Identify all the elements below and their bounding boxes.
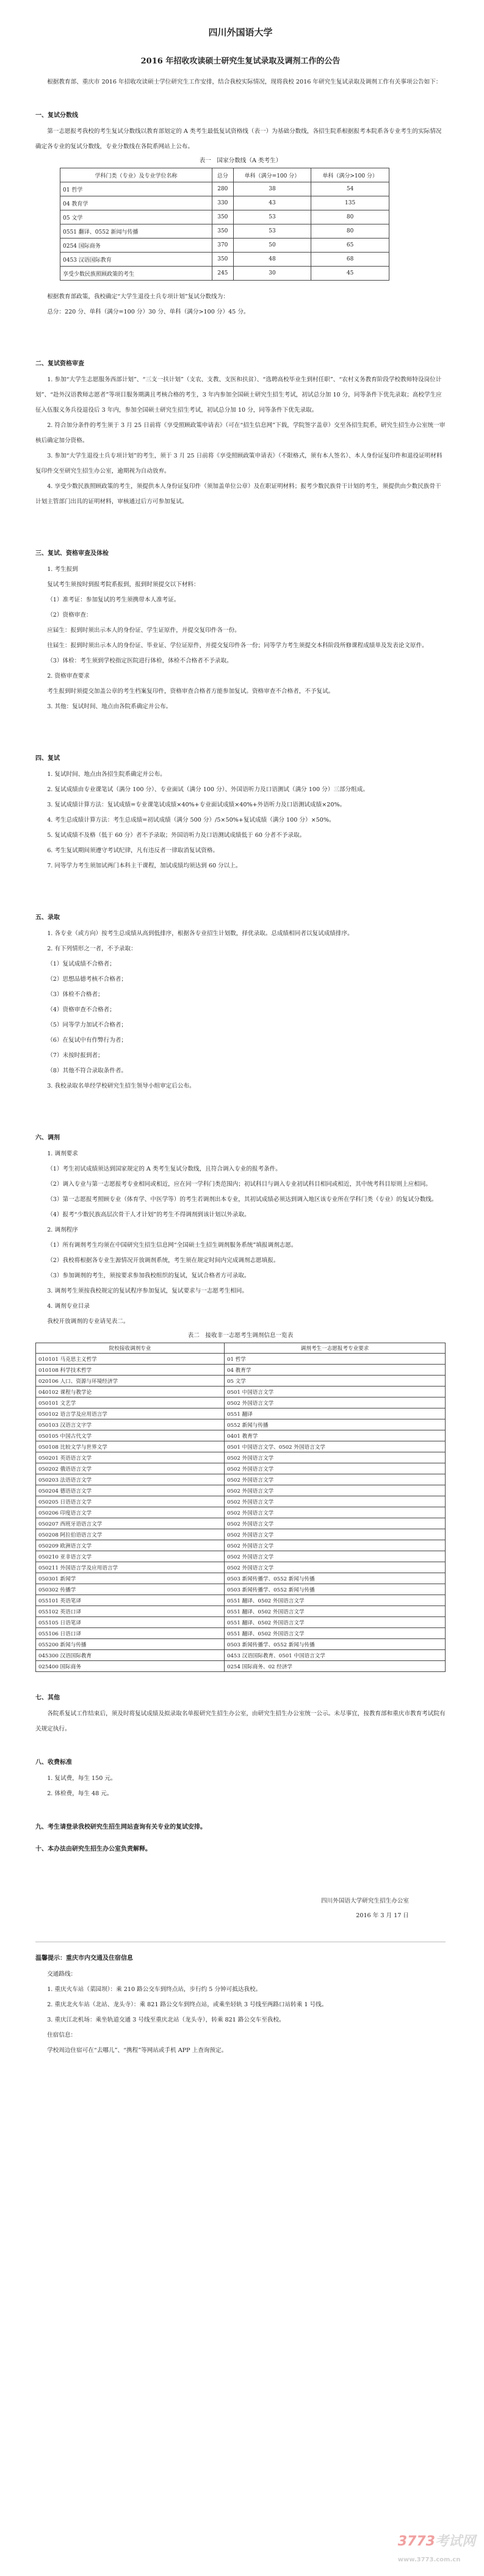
table-cell: 0254 国际商务 [60, 239, 212, 253]
table-row [36, 1397, 446, 1408]
table-row [36, 1452, 446, 1463]
section-5-item: 2. 有下列情形之一者，不予录取： [47, 945, 137, 952]
watermark-brand: 3773 [397, 2534, 435, 2549]
watermark-domain: 考试网 [435, 2534, 475, 2549]
table-cell: 0502 外国语言文学 [225, 1562, 446, 1573]
section-2-paragraph: 4. 享受少数民族照顾政策的考生，须提供本人身份证复印件（须加盖单位公章）及在职证明材料；报考少数民族骨干计划的考生，须提供由少数民族骨干计划主管部门出具的证明材料，审核通过后方可参加复试。 [35, 483, 441, 505]
table-row [60, 224, 389, 239]
table-cell: 80 [311, 224, 389, 239]
table-cell: 04 教育学 [60, 196, 212, 210]
table-cell: 0501 中国语言文学、0502 外国语言文学 [225, 1441, 446, 1452]
section-3-item: （2）资格审查： [47, 612, 92, 619]
table-row [36, 1365, 446, 1376]
table-cell: 010101 马克思主义哲学 [36, 1354, 225, 1365]
score-table [60, 168, 389, 281]
section-3-item: 往届生：报到时须出示本人的身份证、毕业证、学位证原件，并提交复印件各一份；同等学力考生须提交本科阶段所修课程成绩单及发表论文原件。 [47, 642, 428, 649]
table-cell: 050203 法语语言文学 [36, 1474, 225, 1485]
section-6-item: 我校开放调剂的专业请见表二。 [47, 1318, 129, 1325]
table-row [36, 1661, 446, 1672]
section-6-item: （2）我校将根据各专业生源情况开放调剂系统，考生须在规定时间内完成调剂志愿填报。 [47, 1257, 280, 1264]
section-1-paragraph: 第一志愿报考我校的考生复试分数线以教育部划定的 A 类考生最低复试资格线（表一）为基础分数线，各招生院系根据报考本院系各专业考生的实际情况确定各专业的复试分数线，专业分数线在各院系网站上公布。 [35, 128, 442, 150]
table-cell: 050207 西班牙语语言文学 [36, 1518, 225, 1529]
table-cell: 0254 国际商务、02 经济学 [225, 1661, 446, 1672]
score-table-header-cell: 学科门类（专业）及专业学位名称 [60, 168, 212, 182]
section-6-item: （3）参加调剂的考生，须按要求参加我校组织的复试，复试合格者方可录取。 [47, 1272, 250, 1279]
table-row [36, 1595, 446, 1606]
section-4-item: 6. 考生复试期间须遵守考试纪律，凡有违反者一律取消复试资格。 [47, 847, 219, 854]
section-1-heading: 一、复试分数线 [35, 112, 78, 119]
table-cell: 04 教育学 [225, 1365, 446, 1376]
section-3-item: 应届生：报到时须出示本人的身份证、学生证原件，并提交复印件各一份。 [47, 627, 240, 634]
table-cell: 45 [311, 267, 389, 281]
section-5-item: （4）资格审查不合格者； [47, 1006, 115, 1013]
table-cell: 050201 英语语言文学 [36, 1452, 225, 1463]
section-8-item: 1. 复试费，每生 150 元。 [47, 1775, 117, 1782]
section-5-item: （2）思想品德考核不合格者； [47, 976, 128, 983]
table-cell: 0551 翻译 [225, 1408, 446, 1419]
table-cell: 0503 新闻传播学、0552 新闻与传播 [225, 1639, 446, 1650]
table-cell: 245 [212, 267, 234, 281]
section-4-item: 3. 复试成绩计算方法：复试成绩=专业课笔试成绩×40%+专业面试成绩×40%+外语听力及口语测试成绩×20%。 [47, 802, 346, 808]
table-cell: 53 [233, 224, 311, 239]
table-cell: 53 [233, 210, 311, 224]
table-cell: 050209 欧洲语言文学 [36, 1540, 225, 1551]
attachment-item: 学校周边住宿可在“去哪儿”、“携程”等网站或手机 APP 上查询预定。 [47, 2047, 228, 2054]
table-cell: 050302 传播学 [36, 1584, 225, 1595]
table-cell: 0551 翻译、0552 新闻与传播 [60, 224, 212, 239]
adjustment-table-header-cell: 院校接收调剂专业 [36, 1343, 225, 1354]
attachment-item: 住宿信息： [47, 2032, 77, 2039]
table-2-caption: 表二 接收非一志愿考生调剂信息一览表 [187, 1332, 294, 1339]
table-row [36, 1628, 446, 1639]
table-cell: 050208 阿拉伯语语言文学 [36, 1529, 225, 1540]
table-cell: 0551 翻译、0502 外国语言文学 [225, 1628, 446, 1639]
table-cell: 50 [233, 239, 311, 253]
table-cell: 350 [212, 253, 234, 267]
section-7-heading: 七、其他 [35, 1695, 60, 1701]
section-9-heading: 九、考生请登录我校研究生招生网站查询有关专业的复试安排。 [35, 1824, 206, 1831]
attachment-item: 3. 重庆江北机场：乘坐轨道交通 3 号线至重庆北站（龙头寺），转乘 821 路公交车至我校。 [47, 2017, 285, 2023]
table-row [36, 1485, 446, 1496]
section-6-item: 1. 调剂要求 [47, 1150, 78, 1157]
section-2-heading: 二、复试资格审查 [35, 361, 84, 367]
table-cell: 0551 翻译、0502 外国语言文学 [225, 1606, 446, 1617]
table-1-caption: 表一 国家分数线（A 类考生） [199, 157, 282, 164]
table-cell: 050108 比较文学与世界文学 [36, 1441, 225, 1452]
table-cell: 050206 印度语言文学 [36, 1507, 225, 1518]
table-row [60, 267, 389, 281]
site-watermark [398, 2531, 475, 2565]
table-cell: 0502 外国语言文学 [225, 1518, 446, 1529]
table-row [36, 1529, 446, 1540]
section-5-item: 1. 各专业（或方向）按考生总成绩从高到低排序，根据各专业招生计划数，择优录取。总成绩相同者以复试成绩排序。 [47, 930, 353, 937]
section-4-item: 4. 考生总成绩计算方法：考生总成绩=初试成绩（满分 500 分）/5×50%+复试成绩（满分 100 分）×50%。 [47, 817, 335, 823]
section-5-heading: 五、录取 [35, 914, 60, 921]
table-cell: 010108 科学技术哲学 [36, 1365, 225, 1376]
table-cell: 0453 汉语国际教育、0501 中国语言文学 [225, 1650, 446, 1661]
section-3-heading: 三、复试、资格审查及体检 [35, 550, 109, 557]
table-cell: 30 [233, 267, 311, 281]
table-cell: 0503 新闻传播学、0552 新闻与传播 [225, 1573, 446, 1584]
table-row [36, 1474, 446, 1485]
table-cell: 055101 英语笔译 [36, 1595, 225, 1606]
table-cell: 055200 新闻与传播 [36, 1639, 225, 1650]
section-4-item: 1. 复试时间、地点由各招生院系确定并公布。 [47, 771, 166, 778]
table-cell: 040102 课程与教学论 [36, 1387, 225, 1397]
table-cell: 0502 外国语言文学 [225, 1397, 446, 1408]
table-row [36, 1573, 446, 1584]
table-row [36, 1639, 446, 1650]
attachment-item: 1. 重庆火车站（菜园坝）：乘 210 路公交车到终点站，步行约 5 分钟可抵达我校。 [47, 1986, 262, 1993]
table-row [36, 1584, 446, 1595]
section-8-heading: 八、收费标准 [35, 1759, 72, 1766]
table-row [36, 1430, 446, 1441]
section-6-item: （1）考生初试成绩须达到国家规定的 A 类考生复试分数线，且符合调入专业的报考条件。 [47, 1166, 281, 1172]
table-cell: 055102 英语口译 [36, 1606, 225, 1617]
watermark-url: www.3773.com.cn [397, 2556, 461, 2563]
adjustment-table-header-cell: 调剂考生一志愿报考专业要求 [225, 1343, 446, 1354]
table-cell: 0551 翻译、0502 外国语言文学 [225, 1617, 446, 1628]
intro-paragraph: 根据教育部、重庆市 2016 年招收攻读硕士学位研究生工作安排，结合我校实际情况，现将我校 2016 年研究生复试录取及调剂工作有关事项公告如下： [47, 79, 442, 85]
table-cell: 370 [212, 239, 234, 253]
table-cell: 0551 翻译、0502 外国语言文学 [225, 1595, 446, 1606]
score-table-header-cell: 单科（满分=100 分） [233, 168, 311, 182]
table-row [36, 1463, 446, 1474]
section-5-item: （5）同等学力加试不合格者； [47, 1022, 128, 1028]
table-cell: 0453 汉语国际教育 [60, 253, 212, 267]
table-cell: 050301 新闻学 [36, 1573, 225, 1584]
table-cell: 0502 外国语言文学 [225, 1452, 446, 1463]
table-cell: 享受少数民族照顾政策的考生 [60, 267, 212, 281]
table-cell: 05 文学 [60, 210, 212, 224]
section-8-item: 2. 体检费，每生 48 元。 [47, 1790, 113, 1797]
section-4-heading: 四、复试 [35, 755, 60, 762]
table-cell: 0502 外国语言文学 [225, 1551, 446, 1562]
signature-date: 2016 年 3 月 17 日 [356, 1912, 409, 1919]
table-row [36, 1562, 446, 1573]
table-cell: 0502 外国语言文学 [225, 1529, 446, 1540]
table-cell: 350 [212, 224, 234, 239]
attachment-heading: 温馨提示：重庆市内交通及住宿信息 [35, 1955, 133, 1962]
table-row [36, 1387, 446, 1397]
table-row [36, 1551, 446, 1562]
table-cell: 050210 亚非语言文学 [36, 1551, 225, 1562]
section-6-item: 2. 调剂程序 [47, 1227, 78, 1233]
section-2-paragraph: 1. 参加“大学生志愿服务西部计划”、“三支一扶计划”（支农、支教、支医和扶贫）、“选聘高校毕业生到村任职”、“农村义务教育阶段学校教师特设岗位计划”、“赴外汉语教师志愿者”等项目服务期满且考核合格的考生，3 年内参加全国硕士研究生招生考试，初试总分加 10 分，同等条件下优先录取；高校学生应征入伍服义务兵役退役后 3 年内，参加全国硕士研究生招生考试，初试总分加 10 分，同等条件下优先录取。 [35, 376, 442, 414]
table-cell: 055105 日语笔译 [36, 1617, 225, 1628]
table-cell: 68 [311, 253, 389, 267]
table-cell: 0502 外国语言文学 [225, 1485, 446, 1496]
table-row [36, 1507, 446, 1518]
score-table-header [60, 168, 389, 182]
table-row [36, 1650, 446, 1661]
document-subtitle: 2016 年招收攻读硕士研究生复试录取及调剂工作的公告 [140, 57, 341, 66]
section-6-item: （4）报考“少数民族高层次骨干人才计划”的考生不得调剂到该计划以外录取。 [47, 1211, 250, 1218]
section-3-item: 考生报到时须提交加盖公章的考生档案复印件，资格审查合格者方能参加复试。资格审查不合格者，不予复试。 [47, 688, 334, 695]
table-row [36, 1617, 446, 1628]
section-3-item: 2. 资格审查要求 [47, 673, 90, 680]
section-7-paragraph: 各院系复试工作结束后，须及时将复试成绩及拟录取名单报研究生招生办公室，由研究生招生办公室统一公示。未尽事宜，按教育部和重庆市教育考试院有关规定执行。 [35, 1710, 446, 1732]
table-cell: 350 [212, 210, 234, 224]
table-cell: 050103 汉语言文字学 [36, 1419, 225, 1430]
table-row [36, 1496, 446, 1507]
section-6-item: 3. 调剂考生须按我校规定的复试程序参加复试，复试要求与一志愿考生相同。 [47, 1288, 248, 1294]
table-row [36, 1441, 446, 1452]
table-cell: 05 文学 [225, 1376, 446, 1387]
section-3-item: 1. 考生报到 [47, 566, 78, 573]
signature-org: 四川外国语大学研究生招生办公室 [321, 1898, 409, 1904]
section-2-paragraph: 3. 参加“大学生退役士兵专项计划”的考生，须于 3 月 25 日前将《享受照顾政策申请表》（不限格式，须有本人签名）、本人身份证复印件和退役证明材料复印件交至研究生招生办公室，逾期视为自动放弃。 [35, 453, 442, 475]
table-cell: 330 [212, 196, 234, 210]
table-cell: 050102 语言学及应用语言学 [36, 1408, 225, 1419]
table-cell: 050101 文艺学 [36, 1397, 225, 1408]
table-row [36, 1419, 446, 1430]
section-1-paragraph: 根据教育部政策，我校确定“大学生退役士兵专项计划”复试分数线为： [47, 293, 229, 300]
table-cell: 055106 日语口译 [36, 1628, 225, 1639]
score-table-header-cell: 单科（满分>100 分） [311, 168, 389, 182]
attachment-item: 2. 重庆北火车站（北站、龙头寺）：乘 821 路公交车到终点站，或乘坐轻轨 3 号线至两路口站转乘 1 号线。 [47, 2001, 328, 2008]
table-row [36, 1606, 446, 1617]
table-cell: 38 [233, 182, 311, 196]
table-cell: 045300 汉语国际教育 [36, 1650, 225, 1661]
section-5-item: （6）在复试中有作弊行为者； [47, 1037, 128, 1044]
section-6-heading: 六、调剂 [35, 1135, 60, 1141]
table-row [36, 1540, 446, 1551]
attachment-label: 交通路线： [47, 1971, 77, 1978]
table-cell: 0501 中国语言文学 [225, 1387, 446, 1397]
table-cell: 0502 外国语言文学 [225, 1474, 446, 1485]
table-cell: 050205 日语语言文学 [36, 1496, 225, 1507]
section-5-item: （3）体检不合格者； [47, 991, 104, 998]
section-5-item: （1）复试成绩不合格者； [47, 961, 115, 967]
section-5-item: （7）未按时报到者； [47, 1052, 104, 1059]
table-row [36, 1408, 446, 1419]
table-row [60, 210, 389, 224]
table-cell: 43 [233, 196, 311, 210]
section-10-heading: 十、本办法由研究生招生办公室负责解释。 [35, 1846, 151, 1853]
adjustment-table [35, 1343, 446, 1672]
section-3-item: （1）准考证：参加复试的考生须携带本人准考证。 [47, 597, 180, 603]
table-cell: 0502 外国语言文学 [225, 1463, 446, 1474]
section-4-item: 5. 复试成绩不及格（低于 60 分）者不予录取；外国语听力及口语测试成绩低于 60 分者不予录取。 [47, 832, 306, 839]
document-title: 四川外国语大学 [208, 27, 273, 38]
document-page [35, 0, 446, 2576]
table-row [36, 1354, 446, 1365]
section-6-item: 4. 调剂专业目录 [47, 1303, 90, 1310]
section-4-item: 2. 复试成绩由专业课笔试（满分 100 分）、专业面试（满分 100 分）、外国语听力及口语测试（满分 100 分）三部分组成。 [47, 786, 369, 793]
table-cell: 65 [311, 239, 389, 253]
table-cell: 0502 外国语言文学 [225, 1540, 446, 1551]
table-row [36, 1518, 446, 1529]
section-2-paragraph: 2. 符合加分条件的考生须于 3 月 25 日前将《享受照顾政策申请表》（可在“招生信息网”下载，学院签字盖章）交至各招生院系，研究生招生办公室统一审核后确定加分资格。 [35, 422, 446, 444]
table-row [60, 182, 389, 196]
table-cell: 280 [212, 182, 234, 196]
table-row [36, 1376, 446, 1387]
table-cell: 0502 外国语言文学 [225, 1507, 446, 1518]
table-cell: 135 [311, 196, 389, 210]
score-table-header-cell: 总分 [212, 168, 234, 182]
table-cell: 0502 外国语言文学 [225, 1496, 446, 1507]
section-5-item: 3. 我校录取名单经学校研究生招生领导小组审定后公布。 [47, 1083, 195, 1089]
table-cell: 01 哲学 [225, 1354, 446, 1365]
section-3-item: 3. 其他：复试时间、地点由各院系确定并公布。 [47, 703, 172, 710]
section-5-item: （8）其他不符合录取条件者。 [47, 1067, 128, 1074]
section-4-item: 7. 同等学力考生须加试两门本科主干课程，加试成绩均须达到 60 分以上。 [47, 863, 242, 869]
table-cell: 0503 新闻传播学、0552 新闻与传播 [225, 1584, 446, 1595]
table-cell: 80 [311, 210, 389, 224]
table-cell: 050105 中国古代文学 [36, 1430, 225, 1441]
adjustment-table-body [36, 1354, 446, 1672]
table-row [60, 253, 389, 267]
table-cell: 0401 教育学 [225, 1430, 446, 1441]
table-cell: 050211 外国语言学及应用语言学 [36, 1562, 225, 1573]
table-cell: 54 [311, 182, 389, 196]
section-6-item: （1）所有调剂考生均须在中国研究生招生信息网“全国硕士生招生调剂服务系统”填报调剂志愿。 [47, 1242, 297, 1249]
section-6-item: （3）第一志愿报考照顾专业（体育学、中医学等）的考生若调剂出本专业，其初试成绩必须达到调入地区该专业所在学科门类（专业）的复试分数线。 [47, 1196, 438, 1203]
table-cell: 050204 德语语言文学 [36, 1485, 225, 1496]
section-1-paragraph: 总分：220 分、单科（满分=100 分）30 分、单科（满分>100 分）45 分。 [47, 309, 250, 315]
table-cell: 025400 国际商务 [36, 1661, 225, 1672]
table-row [60, 239, 389, 253]
table-cell: 020106 人口、资源与环境经济学 [36, 1376, 225, 1387]
table-cell: 050202 俄语语言文学 [36, 1463, 225, 1474]
section-6-item: （2）调入专业与第一志愿报考专业相同或相近，应在同一学科门类范围内；初试科目与调入专业初试科目相同或相近，其中统考科目原则上应相同。 [47, 1181, 432, 1188]
table-cell: 01 哲学 [60, 182, 212, 196]
table-row [60, 196, 389, 210]
section-3-item: （3）体检：考生须到学校指定医院进行体检，体检不合格者不予录取。 [47, 658, 233, 664]
table-cell: 48 [233, 253, 311, 267]
adjustment-table-header [36, 1343, 446, 1354]
section-3-item: 复试考生须按时到报考院系报到，报到时须提交以下材料： [47, 581, 200, 588]
table-cell: 0552 新闻与传播 [225, 1419, 446, 1430]
